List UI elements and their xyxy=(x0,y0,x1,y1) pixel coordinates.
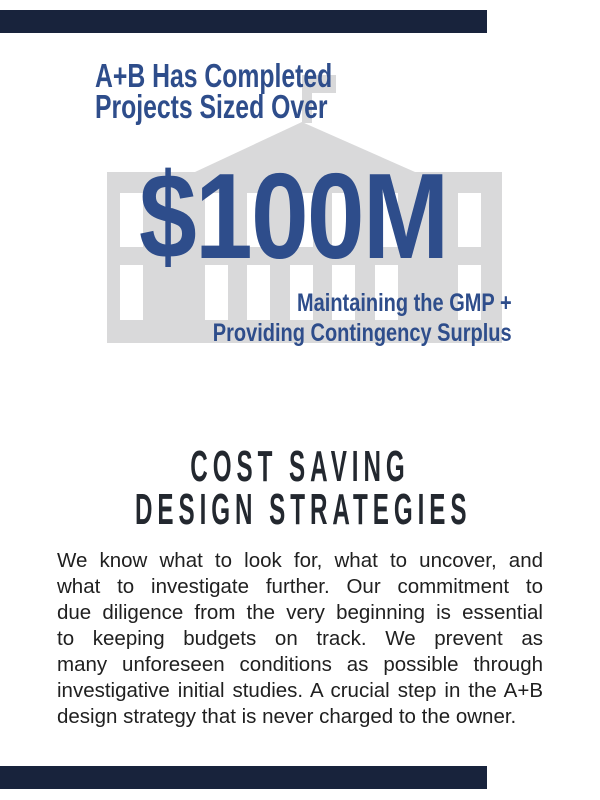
stat-intro-line2: Projects Sized Over xyxy=(95,88,328,125)
paragraph-line: to keeping budgets on track. We prevent as xyxy=(57,627,543,650)
section-heading xyxy=(135,442,472,534)
paragraph-line: investigative initial studies. A crucial step in the A+B xyxy=(57,679,543,702)
section-heading-line1: COST SAVING xyxy=(190,442,410,491)
paragraph-line: We know what to look for, what to uncover, and xyxy=(57,549,543,572)
paragraph-line: what to investigate further. Our commitment to xyxy=(57,575,543,598)
bottom-accent-bar xyxy=(0,766,487,789)
window-cutout xyxy=(458,193,481,247)
stat-intro-text xyxy=(95,57,333,125)
stat-amount: $100M xyxy=(139,148,448,284)
stat-caption-line2: Providing Contingency Surplus xyxy=(213,319,512,347)
section-paragraph xyxy=(57,548,543,730)
stat-intro-line1: A+B Has Completed xyxy=(95,57,333,94)
top-accent-bar xyxy=(0,10,487,33)
stat-caption-line1: Maintaining the GMP + xyxy=(297,289,512,317)
paragraph-line: due diligence from the very beginning is essential xyxy=(57,601,543,624)
paragraph-line: design strategy that is never charged to the owner. xyxy=(57,705,517,728)
paragraph-line: many unforeseen conditions as possible through xyxy=(57,653,543,676)
section-heading-line2: DESIGN STRATEGIES xyxy=(135,485,472,534)
stat-caption xyxy=(213,288,512,348)
